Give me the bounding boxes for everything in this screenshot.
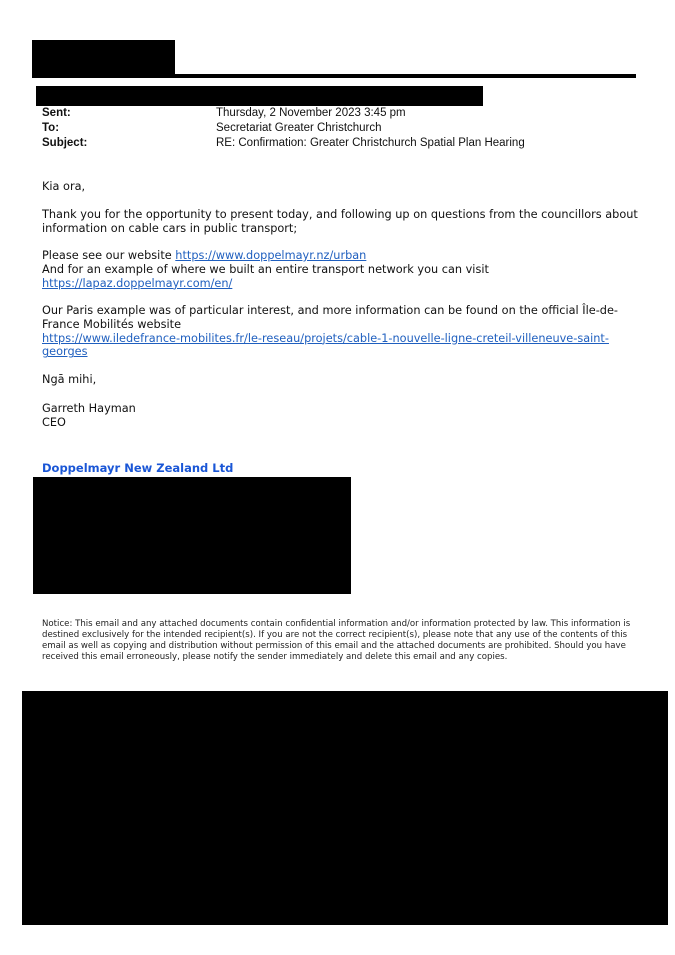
redacted-bottom-block — [22, 691, 668, 925]
paragraph-thanks — [42, 208, 642, 236]
greeting-text: Kia ora, — [42, 180, 86, 193]
signer-name: Garreth Hayman — [42, 402, 136, 415]
company-name: Doppelmayr New Zealand Ltd — [42, 461, 234, 475]
sent-label: Sent: — [42, 107, 71, 119]
paragraph-links — [42, 249, 642, 290]
header-rule — [175, 74, 636, 78]
paris-text: Our Paris example was of particular interest, and more information can be found on the official Île-de-France Mobilités website — [42, 304, 618, 331]
paris-link[interactable]: https://www.iledefrance-mobilites.fr/le-reseau/projets/cable-1-nouvelle-ligne-creteil-villeneuve-saint-georges — [42, 331, 609, 359]
website-link[interactable]: https://www.doppelmayr.nz/urban — [175, 249, 367, 262]
website-intro: Please see our website — [42, 249, 176, 262]
network-line — [42, 277, 642, 291]
subject-label: Subject: — [42, 137, 88, 149]
to-value: Secretariat Greater Christchurch — [216, 122, 382, 134]
to-label: To: — [42, 122, 60, 134]
subject-row — [42, 136, 642, 151]
thanks-text: Thank you for the opportunity to present today, and following up on questions from the councillors about information on cable cars in public transport; — [42, 208, 638, 235]
greeting — [42, 180, 642, 194]
signoff-text: Ngā mihi, — [42, 373, 97, 386]
signer-title: CEO — [42, 415, 66, 429]
website-line — [42, 249, 642, 263]
signoff — [42, 373, 642, 387]
subject-value: RE: Confirmation: Greater Christchurch Spatial Plan Hearing — [216, 137, 525, 149]
paragraph-paris — [42, 304, 642, 359]
sent-row — [42, 106, 642, 121]
signature-block — [42, 402, 642, 430]
redacted-signature-image — [33, 477, 351, 594]
confidentiality-notice: Notice: This email and any attached documents contain confidential information and/or information protected by law. This information is destined exclusively for the intended recipient(s). If you are not the correct recipient(s), please note that any use of the contents of this email as well as copying and distribution without permission of this email and the attached documents are prohibited. Should you have received this email erroneously, please notify the sender immediately and delete this email and any copies. — [42, 619, 631, 662]
sent-value: Thursday, 2 November 2023 3:45 pm — [216, 107, 406, 119]
redacted-from-line — [36, 86, 483, 106]
redacted-sender-name — [32, 40, 175, 78]
to-row — [42, 121, 642, 136]
network-intro: And for an example of where we built an entire transport network you can visit — [42, 262, 489, 276]
network-link[interactable]: https://lapaz.doppelmayr.com/en/ — [42, 276, 233, 290]
paris-line — [42, 332, 642, 360]
